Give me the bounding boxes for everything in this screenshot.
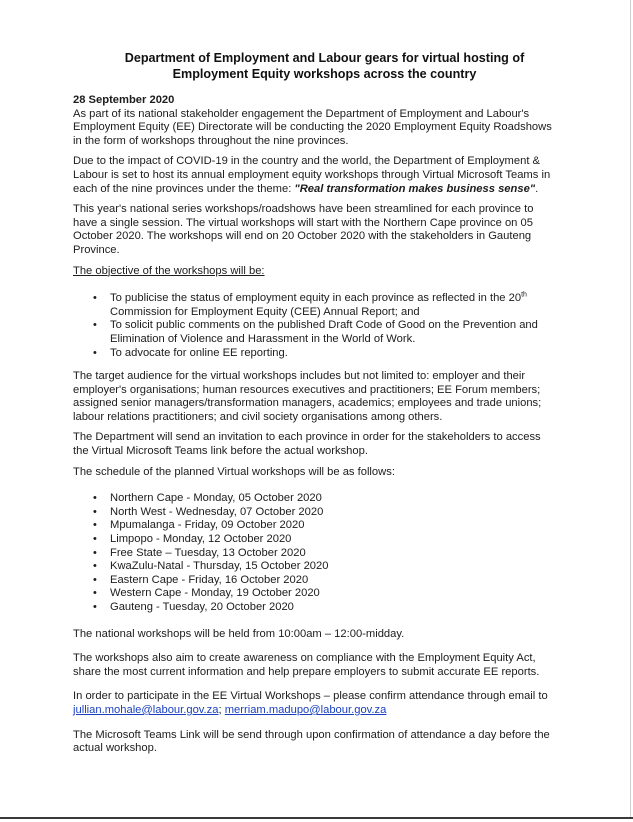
list-item: • North West - Wednesday, 07 October 2020 <box>110 506 558 520</box>
theme-quote: "Real transformation makes business sense" <box>294 182 536 195</box>
schedule-intro: The schedule of the planned Virtual workshops will be as follows: <box>73 465 395 478</box>
paragraph-times: The national workshops will be held from 10:00am – 12:00-midday. <box>73 627 405 640</box>
objective-heading: The objective of the workshops will be: <box>73 264 265 277</box>
paragraph-intro: As part of its national stakeholder engagement the Department of Employment and Labour's Employment Equity (EE) Directorate will be conducting the 2020 Employment Equity Roadshows in the form of workshops throughout the nine provinces. <box>73 107 552 147</box>
list-item <box>110 292 558 319</box>
objectives-list <box>73 292 558 360</box>
email-link-1[interactable]: jullian.mohale@labour.gov.za <box>73 703 219 716</box>
participate-text: In order to participate in the EE Virtual Workshops – please confirm attendance through email to <box>73 690 548 703</box>
list-item: • To solicit public comments on the published Draft Code of Good on the Prevention and Elimination of Violence and Harassment in the World of Work. <box>110 319 558 346</box>
list-item: • Eastern Cape - Friday, 16 October 2020 <box>110 574 558 588</box>
list-item: • Gauteng - Tuesday, 20 October 2020 <box>110 601 558 615</box>
schedule-list <box>73 492 558 614</box>
paragraph-teams-link: The Microsoft Teams Link will be send through upon confirmation of attendance a day before the actual workshop. <box>73 728 550 755</box>
document-body <box>73 50 558 763</box>
paragraph-streamlined: This year's national series workshops/roadshows have been streamlined for each province to have a single session. The virtual workshops will start with the Northern Cape province on 05 October 2020. The workshops will end on 20 October 2020 with the stakeholders in Gauteng Province. <box>73 203 534 256</box>
objective-1-text-end: Commission for Employment Equity (CEE) Annual Report; and <box>110 305 420 318</box>
email-link-2[interactable]: merriam.madupo@labour.gov.za <box>224 703 387 716</box>
objective-1-text: To publicise the status of employment equity in each province as reflected in the 20 <box>110 292 522 305</box>
paragraph-invitation: The Department will send an invitation to each province in order for the stakeholders to access the Virtual Microsoft Teams link before the actual workshop. <box>73 431 541 458</box>
ordinal-suffix: th <box>521 291 527 299</box>
document-title <box>73 50 558 82</box>
theme-end: . <box>535 182 539 195</box>
list-item: • Mpumalanga - Friday, 09 October 2020 <box>110 519 558 533</box>
list-item: • To advocate for online EE reporting. <box>110 347 558 361</box>
email-separator: ; <box>218 703 222 716</box>
list-item: • KwaZulu-Natal - Thursday, 15 October 2020 <box>110 560 558 574</box>
publication-date: 28 September 2020 <box>73 94 175 106</box>
page-edge-right <box>630 0 631 818</box>
title-line-1: Department of Employment and Labour gears for virtual hosting of <box>124 51 525 65</box>
page-edge-bottom <box>0 817 633 819</box>
list-item: • Western Cape - Monday, 19 October 2020 <box>110 587 558 601</box>
paragraph-participate <box>73 690 558 717</box>
list-item: • Free State – Tuesday, 13 October 2020 <box>110 547 558 561</box>
list-item: • Limpopo - Monday, 12 October 2020 <box>110 533 558 547</box>
title-line-2: Employment Equity workshops across the country <box>172 67 477 81</box>
paragraph-target-audience: The target audience for the virtual workshops includes but not limited to: employer and their employer's organisations; human resources executives and practitioners; EE Forum members; assigned senior managers/transformation managers, academics; employees and trade unions; labour relations practitioners; and civil society organisations among others. <box>73 370 542 423</box>
paragraph-awareness: The workshops also aim to create awareness on compliance with the Employment Equity Act, share the most current information and help prepare employers to submit accurate EE reports. <box>73 652 540 678</box>
paragraph-covid-text: Due to the impact of COVID-19 in the country and the world, the Department of Employment & Labour is set to host its annual employment equity workshops through Virtual Microsoft Teams in each of the nine provinces under the theme: <box>73 155 551 195</box>
paragraph-covid <box>73 155 558 196</box>
list-item: • Northern Cape - Monday, 05 October 2020 <box>110 492 558 506</box>
